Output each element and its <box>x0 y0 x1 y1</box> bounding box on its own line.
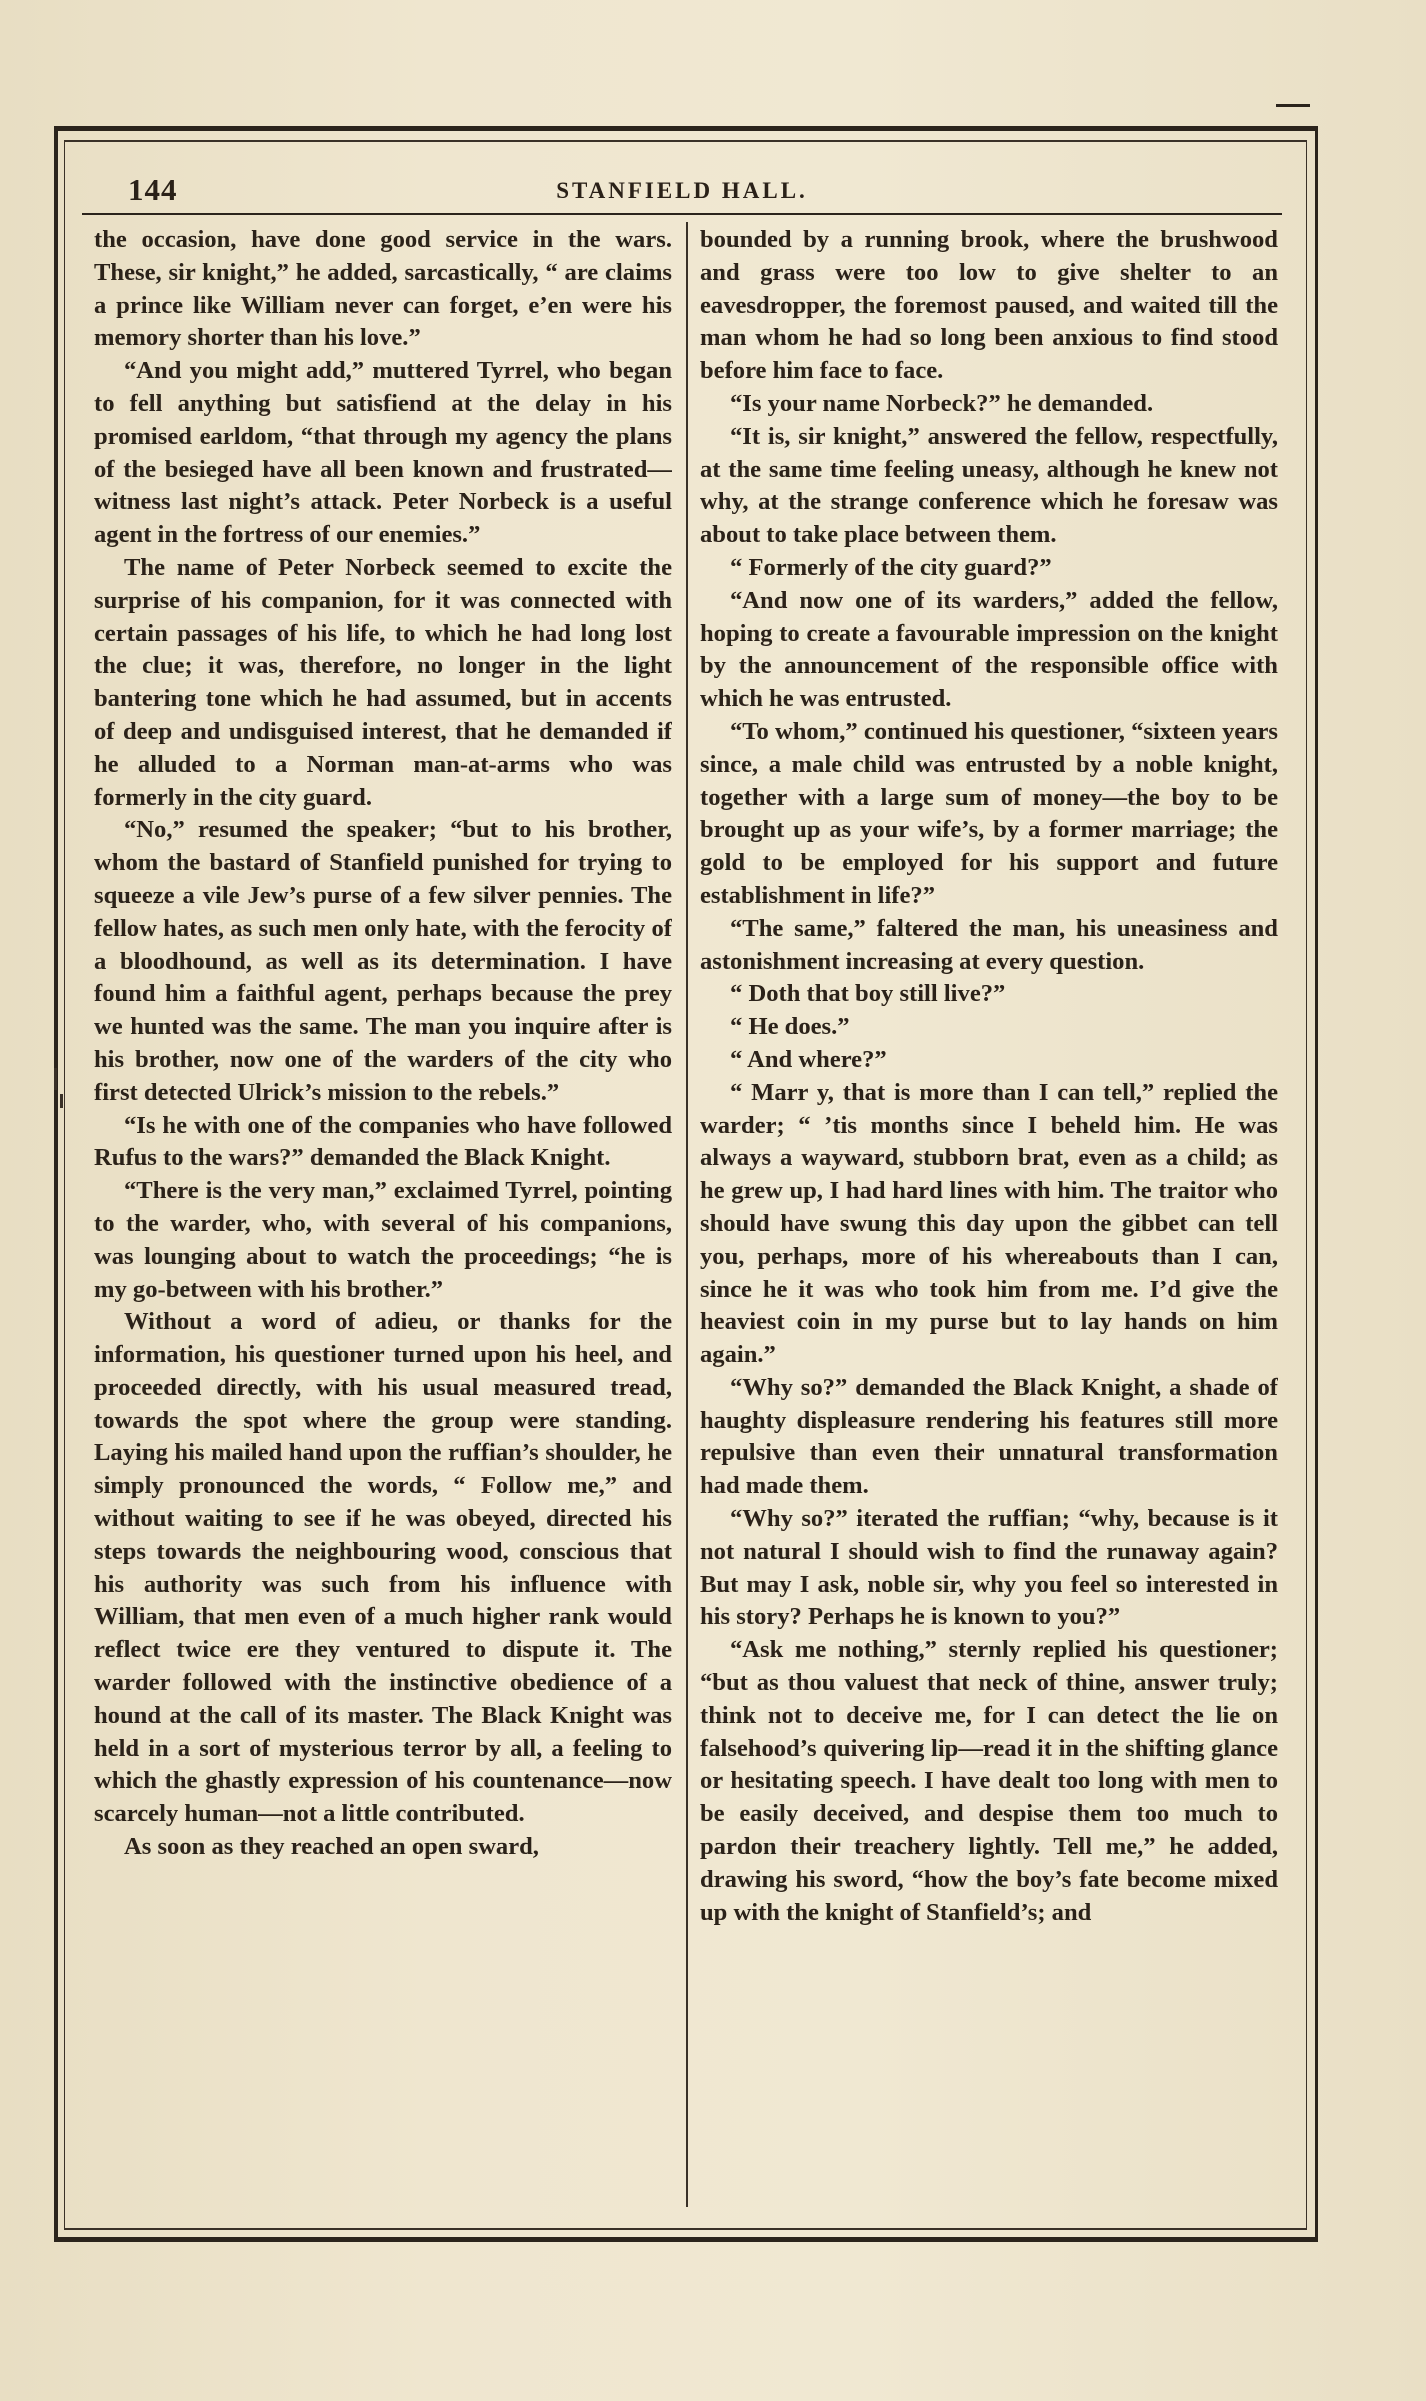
paragraph: “There is the very man,” exclaimed Tyrrel, pointing to the warder, who, with several of his companions, was lounging about to watch the proceedings; “he is my go-between with his brother.” <box>94 1177 672 1303</box>
page-number: 144 <box>128 172 178 207</box>
paragraph: “Is he with one of the companies who have followed Rufus to the wars?” demanded the Black Knight. <box>94 1111 672 1172</box>
paragraph: “No,” resumed the speaker; “but to his brother, whom the bastard of Stanfield punished for trying to squeeze a vile Jew’s purse of a few silver pennies. The fellow hates, as such men only hate, with the ferocity of a bloodhound, as well as its determination. I have found him a faithful agent, perhaps because the prey we hunted was the same. The man you inquire after is his brother, now one of the warders of the city who first detected Ulrick’s mission to the rebels.” <box>94 816 672 1106</box>
paragraph: “Why so?” iterated the ruffian; “why, because is it not natural I should wish to find the runaway again? But may I ask, noble sir, why you feel so interested in his story? Perhaps he is known to you?” <box>700 1505 1278 1631</box>
paragraph: “It is, sir knight,” answered the fellow, respectfully, at the same time feeling uneasy, although he knew not why, at the strange conference which he foresaw was about to take place between them. <box>700 422 1278 549</box>
paragraph: “Ask me nothing,” sternly replied his questioner; “but as thou valuest that neck of thine, answer truly; think not to deceive me, for I can detect the lie on falsehood’s quivering lip—read it in the shifting glance or hesitating speech. I have dealt too long with men to be easily deceived, and despise them too much to pardon their treachery lightly. Tell me,” he added, drawing his sword, “how the boy’s fate become mixed up with the knight of Stanfield’s; and <box>700 1636 1278 1926</box>
paragraph: Without a word of adieu, or thanks for the information, his questioner turned upon his heel, and proceeded directly, with his usual measured tread, towards the spot where the group were standing. Laying his mailed hand upon the ruffian’s shoulder, he simply pronounced the words, “ Follow me,” and without waiting to see if he was obeyed, directed his steps towards the neighbouring wood, conscious that his authority was such from his influence with William, that men even of a much higher rank would reflect twice ere they ventured to dispute it. The warder followed with the instinctive obedience of a hound at the call of its master. The Black Knight was held in a sort of mysterious terror by all, a feeling to which the ghastly expression of his countenance—now scarcely human—not a little contributed. <box>94 1308 672 1828</box>
running-title: STANFIELD HALL. <box>556 178 808 203</box>
top-corner-mark <box>1276 104 1310 107</box>
paragraph: “ And where?” <box>730 1045 887 1073</box>
paragraph: “And you might add,” muttered Tyrrel, who began to fell anything but satisfiend at the delay in his promised earldom, “that through my agency the plans of the besieged have all been known and frustrated—witness last night’s attack. Peter Norbeck is a useful agent in the fortress of our enemies.” <box>94 357 672 549</box>
paragraph: “The same,” faltered the man, his uneasiness and astonishment increasing at every question. <box>700 914 1278 975</box>
paragraph: “ Formerly of the city guard?” <box>730 553 1052 581</box>
paragraph: “ Marr y, that is more than I can tell,” replied the warder; “ ’tis months since I beheld him. He was always a wayward, stubborn brat, even as a child; as he grew up, I had hard lines with him. The traitor who should have swung this day upon the gibbet can tell you, perhaps, more of his whereabouts than I can, since he it was who took him from me. I’d give the heaviest coin in my purse but to lay hands on him again.” <box>700 1078 1278 1369</box>
header-rule <box>82 213 1282 215</box>
paragraph: “And now one of its warders,” added the fellow, hoping to create a favourable impression on the knight by the announcement of the responsible office with which he was entrusted. <box>700 586 1278 713</box>
paragraph: “Is your name Norbeck?” he demanded. <box>730 389 1154 417</box>
margin-mark <box>60 1094 63 1108</box>
paragraph: The name of Peter Norbeck seemed to excite the surprise of his companion, for it was connected with certain passages of his life, to which he had long lost the clue; it was, therefore, no longer in the light bantering tone which he had assumed, but in accents of deep and undisguised interest, that he demanded if he alluded to a Norman man-at-arms who was formerly in the city guard. <box>94 553 672 811</box>
paragraph: “To whom,” continued his questioner, “sixteen years since, a male child was entrusted by a noble knight, together with a large sum of money—the boy to be brought up as your wife’s, by a former marriage; the gold to be employed for his support and future establishment in life?” <box>700 717 1278 909</box>
paragraph: the occasion, have done good service in the wars. These, sir knight,” he added, sarcastically, “ are claims a prince like William never can forget, e’en were his memory shorter than his love.” <box>94 226 672 352</box>
page-header <box>82 170 1282 210</box>
paragraph: bounded by a running brook, where the brushwood and grass were too low to give shelter to an eavesdropper, the foremost paused, and waited till the man whom he had so long been anxious to find stood before him face to face. <box>700 226 1278 385</box>
left-text-column <box>94 224 672 2209</box>
paragraph: “Why so?” demanded the Black Knight, a shade of haughty displeasure rendering his features still more repulsive than even their unnatural transformation had made them. <box>700 1373 1278 1500</box>
paragraph: “ He does.” <box>730 1013 850 1041</box>
paragraph: “ Doth that boy still live?” <box>730 980 1006 1008</box>
column-divider <box>686 222 688 2207</box>
margin-mark <box>54 1068 57 1090</box>
paragraph: As soon as they reached an open sward, <box>124 1833 539 1861</box>
right-text-column <box>700 224 1278 2209</box>
